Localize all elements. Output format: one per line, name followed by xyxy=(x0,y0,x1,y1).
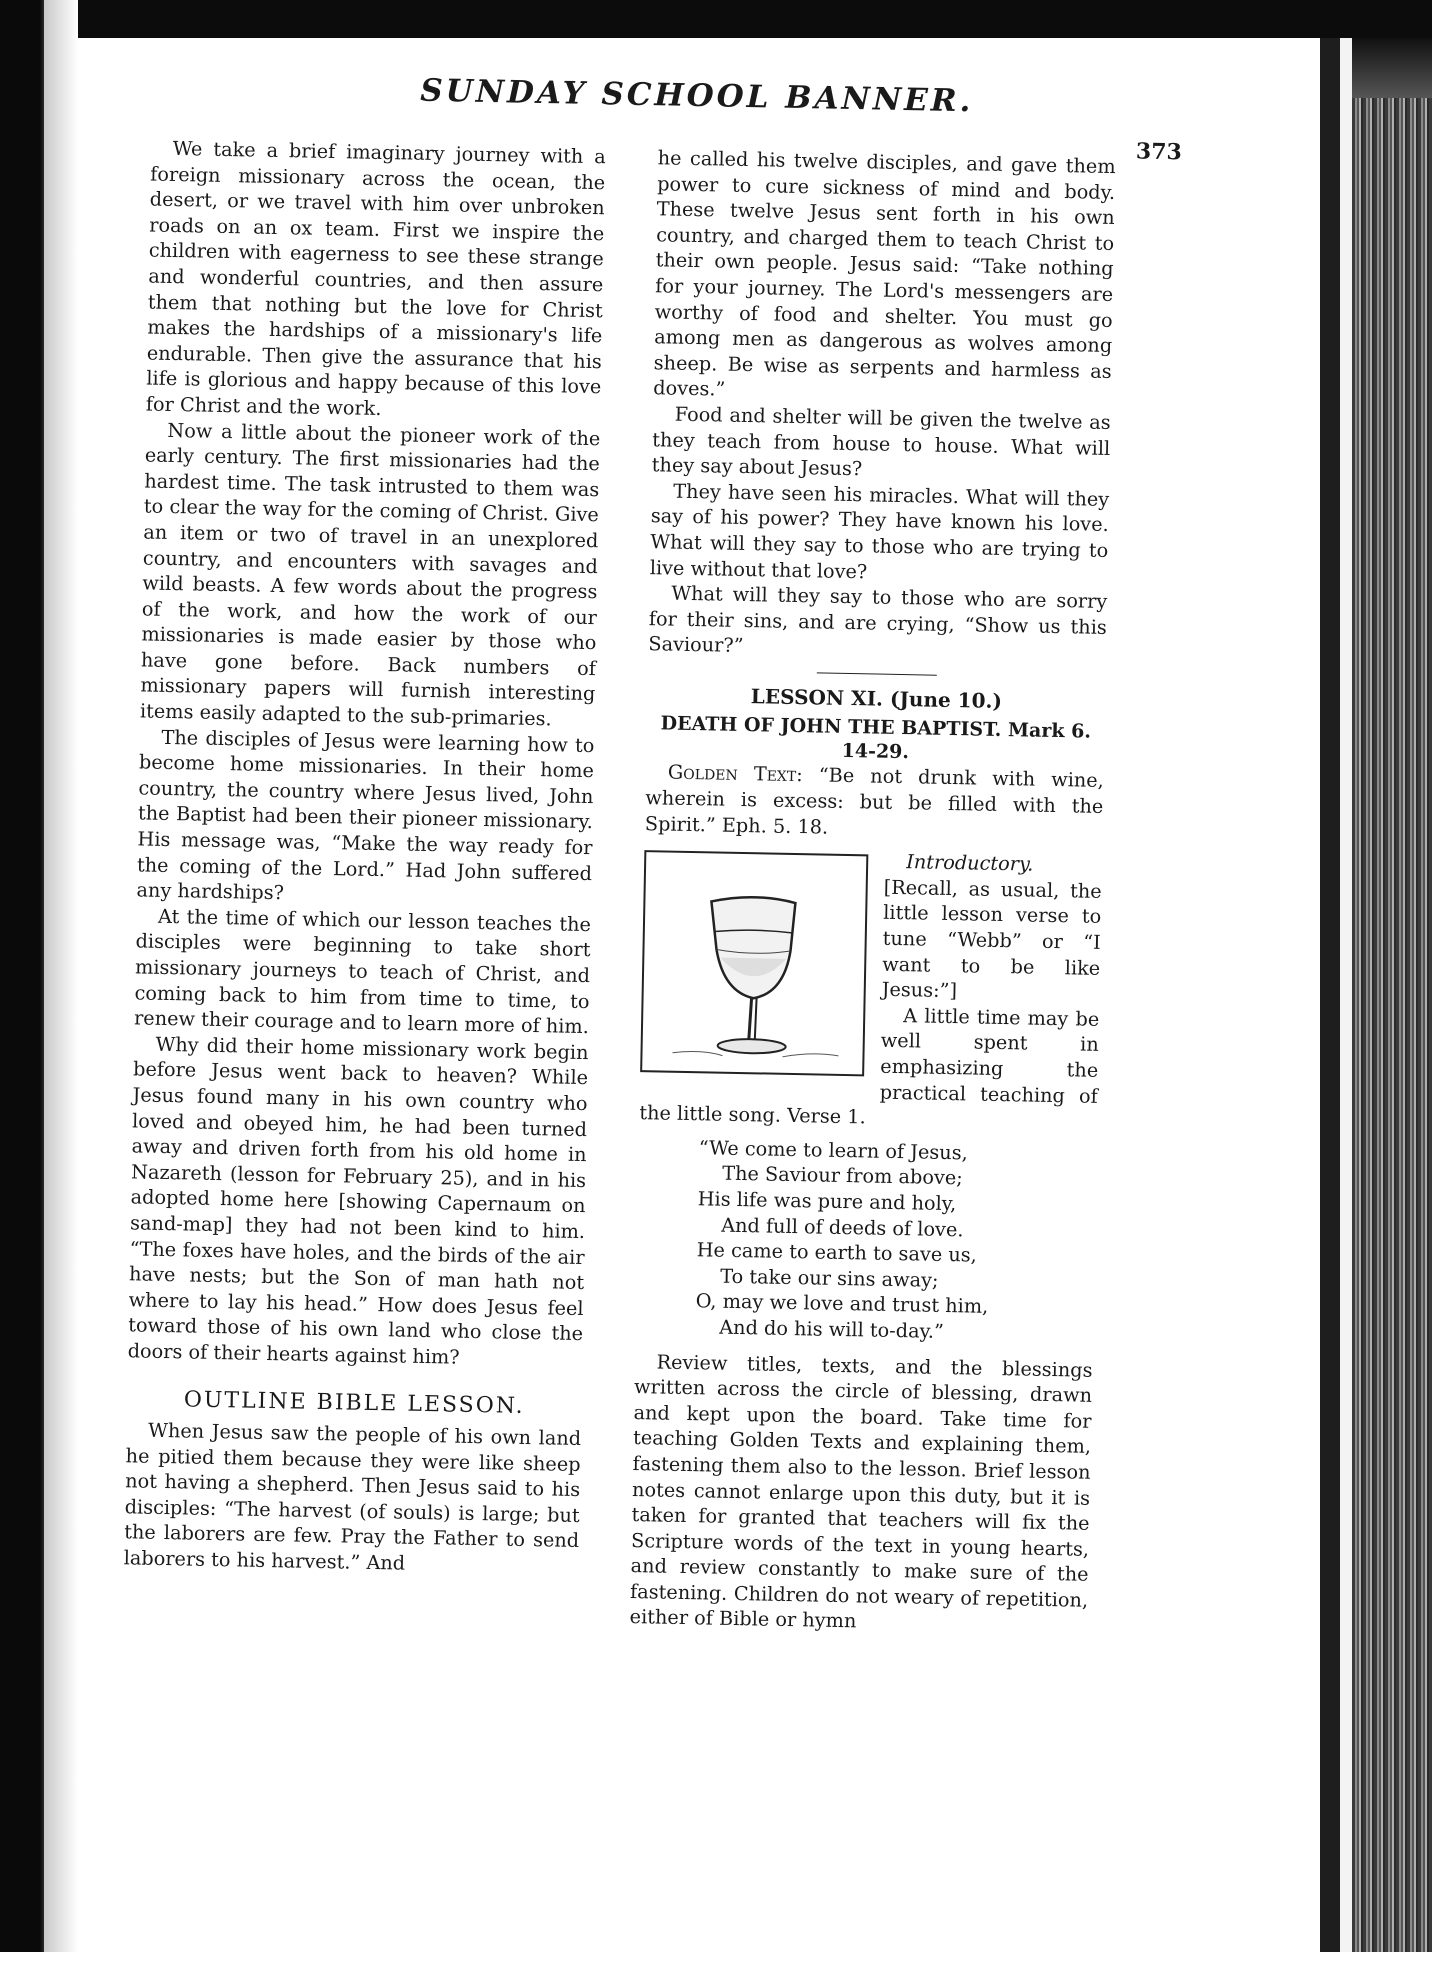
outline-paragraph: When Jesus saw the people of his own land he pitied them because they were like sheep not having a shepherd. Then Jesus said to his disciples: “The harvest (of souls) is large; but the laborers are few. Pray the Father to send laborers to his harvest.” And xyxy=(123,1418,582,1575)
left-paragraph: We take a brief imaginary journey with a foreign missionary across the ocean, the desert, or we travel with him over unbroken roads on an ox team. First we inspire the children with eagerness to see these strange and wonderful countries, and then assure them that nothing but the love for Christ makes the hardships of a missionary's life endurable. Then give the assurance that his life is glorious and happy because of this love for Christ and the work. xyxy=(145,136,606,420)
lesson-title-text: DEATH OF JOHN THE BAPTIST. xyxy=(660,712,1002,742)
introductory-body: [Recall, as usual, the little lesson verse to tune “Webb” or “I want to be like Jesus:”] xyxy=(881,875,1102,1003)
poem-line: O, may we love and trust him, xyxy=(695,1289,989,1319)
introductory-paragraph-2: A little time may be well spent in emphasizing the practical teaching of the little song. Verse 1. xyxy=(639,1003,1100,1129)
right-column xyxy=(629,145,1115,1639)
book-page xyxy=(41,26,1320,1963)
left-column xyxy=(123,136,605,1580)
lesson-reference: Mark 6. 14-29. xyxy=(841,719,1092,764)
scanner-left-edge xyxy=(0,0,44,1952)
right-paragraph: They have seen his miracles. What will they say of his power? They have known his love. What will they say to those who are trying to live without that love? xyxy=(649,479,1110,583)
poem-line: His life was pure and holy, xyxy=(697,1187,957,1216)
poem-line: And full of deeds of love. xyxy=(721,1213,964,1241)
outline-heading: OUTLINE BIBLE LESSON. xyxy=(183,1386,525,1419)
poem-line: He came to earth to save us, xyxy=(696,1238,978,1267)
goblet-illustration xyxy=(640,850,868,1076)
lesson-date: (June 10.) xyxy=(889,686,1003,713)
book-spine-cap xyxy=(1352,38,1432,98)
left-paragraph: Why did their home missionary work begin before Jesus went back to heaven? While Jesus found many in his own country who loved and obeyed him, he had been turned away and driven forth from his old home in Nazareth (lesson for February 25), and in his adopted home here [showing Capernaum on sand-map] they had not been kind to him. “The foxes have holes, and the birds of the air have nests; but the Son of man hath not where to lay his head.” How does Jesus feel toward those of his own land who close the doors of their hearts against him? xyxy=(127,1032,589,1369)
book-spine xyxy=(1352,38,1432,1952)
right-paragraph: Food and shelter will be given the twelve as they teach from house to house. What will they say about Jesus? xyxy=(651,402,1111,481)
left-paragraph: Now a little about the pioneer work of the early century. The first missionaries had the hardest time. The task intrusted to them was to clear the way for the coming of Christ. Give an item or two of travel in an unexplored country, and encounters with savages and wild beasts. A few words about the progress of the work, and how the work of our missionaries is made easier by those who have gone before. Back numbers of missionary papers will furnish interesting items easily adapted to the sub-primaries. xyxy=(139,418,601,731)
page-right-edge xyxy=(1320,38,1340,1952)
lesson-number: LESSON XI. xyxy=(750,684,884,711)
golden-text xyxy=(645,760,1104,846)
hymn-verse xyxy=(695,1135,1097,1347)
poem-line: To take our sins away; xyxy=(720,1264,939,1292)
running-header: SUNDAY SCHOOL BANNER. xyxy=(420,72,974,120)
right-paragraph: he called his twelve disciples, and gave them power to cure sickness of mind and body. These twelve Jesus sent forth in his own country, and charged them to teach Christ to their own people. Jesus said: “Take nothing for your journey. The Lord's messengers are worthy of food and shelter. You must go among men as dangerous as wolves among sheep. Be wise as serpents and harmless as doves.” xyxy=(653,146,1116,401)
golden-text-body: : “Be not drunk with wine, wherein is excess: but be filled with the Spirit.” Eph. 5. 18. xyxy=(644,763,1105,839)
poem-line: “We come to learn of Jesus, xyxy=(698,1136,968,1165)
introductory-section xyxy=(639,844,1102,1134)
wine-goblet-icon xyxy=(642,852,866,1074)
left-paragraph: The disciples of Jesus were learning how to become home missionaries. In their home country, the country where Jesus lived, John the Baptist had been their pioneer missionary. His message was, “Make the way ready for the coming of the Lord.” Had John suffered any hardships? xyxy=(136,725,595,905)
introductory-label: Introductory. xyxy=(906,850,1034,876)
lesson-title xyxy=(646,712,1105,769)
golden-text-label: Golden Text xyxy=(667,761,797,787)
left-paragraph: At the time of which our lesson teaches the disciples were beginning to take short missionary journeys to teach of Christ, and coming back to him from time to time, to renew their courage and to learn more of him. xyxy=(133,904,592,1039)
closing-paragraph: Review titles, texts, and the blessings written across the circle of blessing, drawn and kept upon the board. Take time for teaching Golden Texts and explaining them, fastening them also to the lesson. Brief lesson notes cannot enlarge upon this duty, but it is taken for granted that teachers will fix the Scripture words of the text in young hearts, and review constantly to make sure of the fastening. Children do not weary of repetition, either of Bible or hymn xyxy=(629,1349,1093,1633)
section-divider xyxy=(817,672,937,675)
poem-line: And do his will to-day.” xyxy=(719,1315,945,1343)
page-right-gap xyxy=(1340,38,1352,1952)
lesson-heading xyxy=(647,682,1105,716)
page-number: 373 xyxy=(1135,138,1183,166)
poem-line: The Saviour from above; xyxy=(721,1162,963,1190)
right-paragraph: What will they say to those who are sorry for their sins, and are crying, “Show us this Saviour?” xyxy=(648,581,1108,658)
